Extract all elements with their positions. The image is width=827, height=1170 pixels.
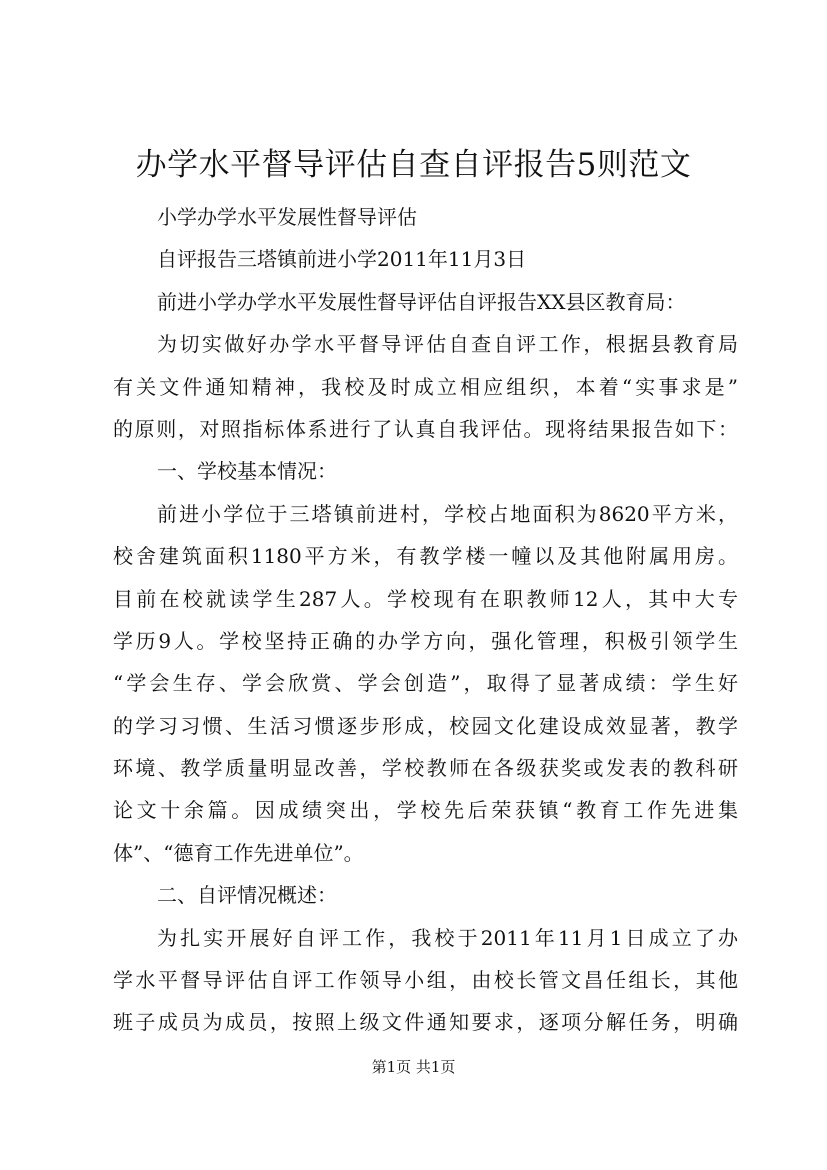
body-line: 环境、教学质量明显改善，学校教师在各级获奖或发表的教科研 bbox=[113, 756, 738, 781]
body-line: 论文十余篇。因成绩突出，学校先后荣获镇“教育工作先进集 bbox=[113, 798, 738, 823]
body-line: 校舍建筑面积1180平方米，有教学楼一幢以及其他附属用房。 bbox=[113, 544, 738, 569]
section-heading: 一、学校基本情况： bbox=[157, 459, 337, 484]
body-line: 目前在校就读学生287人。学校现有在职教师12人，其中大专 bbox=[113, 586, 738, 611]
body-line: 体”、“德育工作先进单位”。 bbox=[113, 840, 364, 865]
body-line: 的学习习惯、生活习惯逐步形成，校园文化建设成效显著，教学 bbox=[113, 713, 738, 738]
body-line: 的原则，对照指标体系进行了认真自我评估。现将结果报告如下： bbox=[113, 416, 738, 441]
body-line: 前进小学位于三塔镇前进村，学校占地面积为8620平方米， bbox=[157, 501, 738, 526]
body-line: 有关文件通知精神，我校及时成立相应组织，本着“实事求是” bbox=[113, 374, 738, 399]
body-line: 学水平督导评估自评工作领导小组，由校长管文昌任组长，其他 bbox=[113, 968, 738, 993]
body-line: 前进小学办学水平发展性督导评估自评报告XX县区教育局： bbox=[157, 289, 686, 314]
document-title: 办学水平督导评估自查自评报告5则范文 bbox=[135, 147, 692, 183]
body-line: 自评报告三塔镇前进小学2011年11月3日 bbox=[157, 247, 527, 272]
page-footer: 第1页 共1页 bbox=[371, 1058, 456, 1076]
body-line: “学会生存、学会欣赏、学会创造”，取得了显著成绩：学生好 bbox=[113, 671, 738, 696]
body-line: 学历9人。学校坚持正确的办学方向，强化管理，积极引领学生 bbox=[113, 628, 738, 653]
body-line: 班子成员为成员，按照上级文件通知要求，逐项分解任务，明确 bbox=[113, 1010, 738, 1035]
body-line: 为切实做好办学水平督导评估自查自评工作，根据县教育局 bbox=[157, 332, 738, 357]
body-line: 小学办学水平发展性督导评估 bbox=[157, 205, 417, 229]
section-heading: 二、自评情况概述： bbox=[157, 883, 337, 908]
body-line: 为扎实开展好自评工作，我校于2011年11月1日成立了办 bbox=[157, 925, 738, 950]
document-body bbox=[113, 196, 738, 1044]
